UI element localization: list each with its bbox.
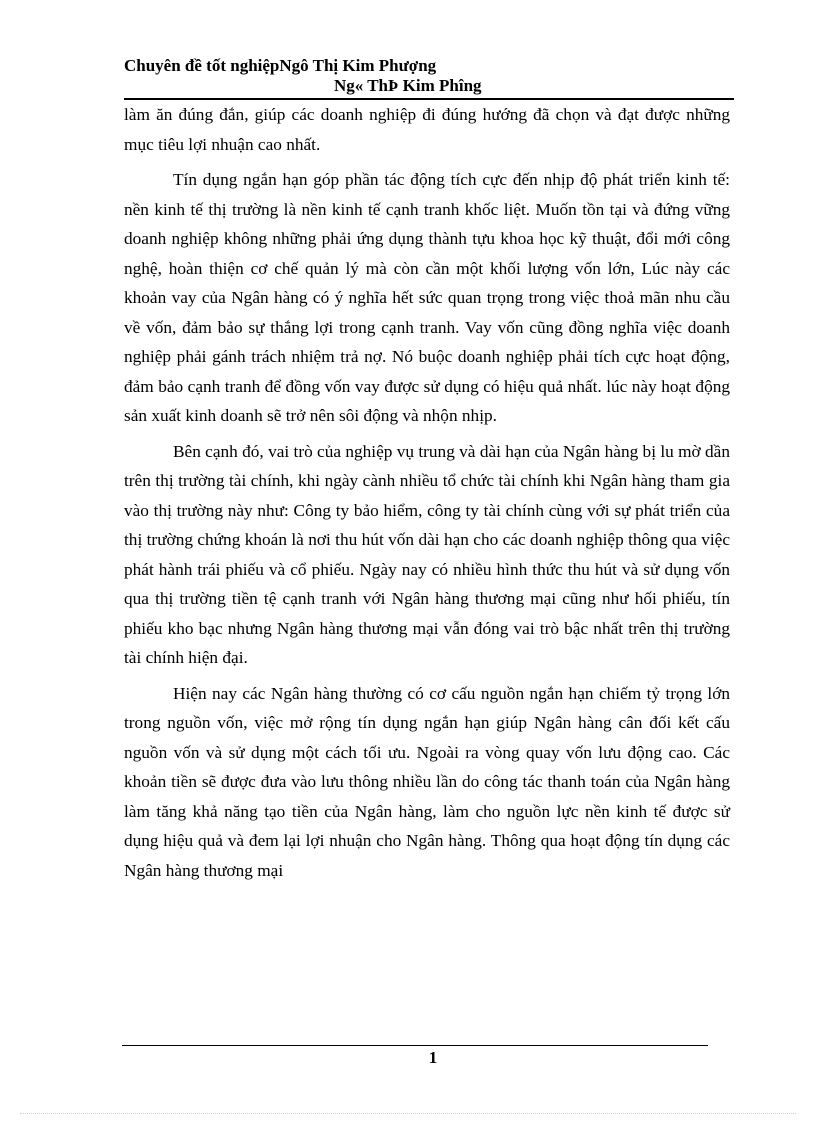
paragraph: Tín dụng ngắn hạn góp phần tác động tích cực đến nhịp độ phát triển kinh tế: nền kinh tế thị trường là nền kinh tế cạnh tranh khốc liệt. Muốn tồn tại và đứng vững doanh nghiệp không những phải ứng dụng thành tựu khoa học kỹ thuật, đổi mới công nghệ, hoàn thiện cơ chế quản lý mà còn cần một khối lượng vốn lớn, Lúc này các khoản vay của Ngân hàng có ý nghĩa hết sức quan trọng trong việc thoả mãn nhu cầu về vốn, đảm bảo sự thắng lợi trong cạnh tranh. Vay vốn cũng đồng nghĩa việc doanh nghiệp phải gánh trách nhiệm trả nợ. Nó buộc doanh nghiệp phải tích cực hoạt động, đảm bảo cạnh tranh để đồng vốn vay được sử dụng có hiệu quả nhất. lúc này hoạt động sản xuất kinh doanh sẽ trở nên sôi động và nhộn nhịp. — [124, 170, 730, 425]
page-number: 1 — [428, 1048, 438, 1067]
header-author-garbled: Ng« ThÞ Kim Phîng — [334, 76, 482, 95]
footer-rule — [122, 1045, 708, 1046]
page-bottom-divider — [20, 1113, 796, 1114]
paragraph-continuation: làm ăn đúng đắn, giúp các doanh nghiệp đi đúng hướng đã chọn và đạt được những mục tiêu lợi nhuận cao nhất. — [124, 105, 730, 154]
header-title: Chuyên đề tốt nghiệpNgô Thị Kim Phượng — [124, 56, 437, 75]
paragraph: Hiện nay các Ngân hàng thường có cơ cấu nguồn ngắn hạn chiếm tỷ trọng lớn trong nguồn vốn, việc mở rộng tín dụng ngắn hạn giúp Ngân hàng cân đối kết cấu nguồn vốn và sử dụng một cách tối ưu. Ngoài ra vòng quay vốn lưu động cao. Các khoản tiền sẽ được đưa vào lưu thông nhiều lần do công tác thanh toán của Ngân hàng làm tăng khả năng tạo tiền của Ngân hàng, làm cho nguồn lực nền kinh tế được sử dụng hiệu quả và đem lại lợi nhuận cho Ngân hàng. Thông qua hoạt động tín dụng các Ngân hàng thương mại — [124, 683, 730, 880]
page-header — [124, 56, 734, 96]
document-body — [124, 100, 730, 885]
paragraph: Bên cạnh đó, vai trò của nghiệp vụ trung và dài hạn của Ngân hàng bị lu mờ dần trên thị trường tài chính, khi ngày cành nhiều tổ chức tài chính khi Ngân hàng tham gia vào thị trường này như: Công ty bảo hiểm, công ty tài chính cùng với sự phát triển của thị trường chứng khoán là nơi thu hút vốn dài hạn cho các doanh nghiệp thông qua việc phát hành trái phiếu và cổ phiếu. Ngày nay có nhiều hình thức thu hút và sử dụng vốn qua thị trường tiền tệ cạnh tranh với Ngân hàng thương mại cũng như hối phiếu, tín phiếu kho bạc nhưng Ngân hàng thương mại vẫn đóng vai trò bậc nhất trên thị trường tài chính hiện đại. — [124, 441, 730, 667]
